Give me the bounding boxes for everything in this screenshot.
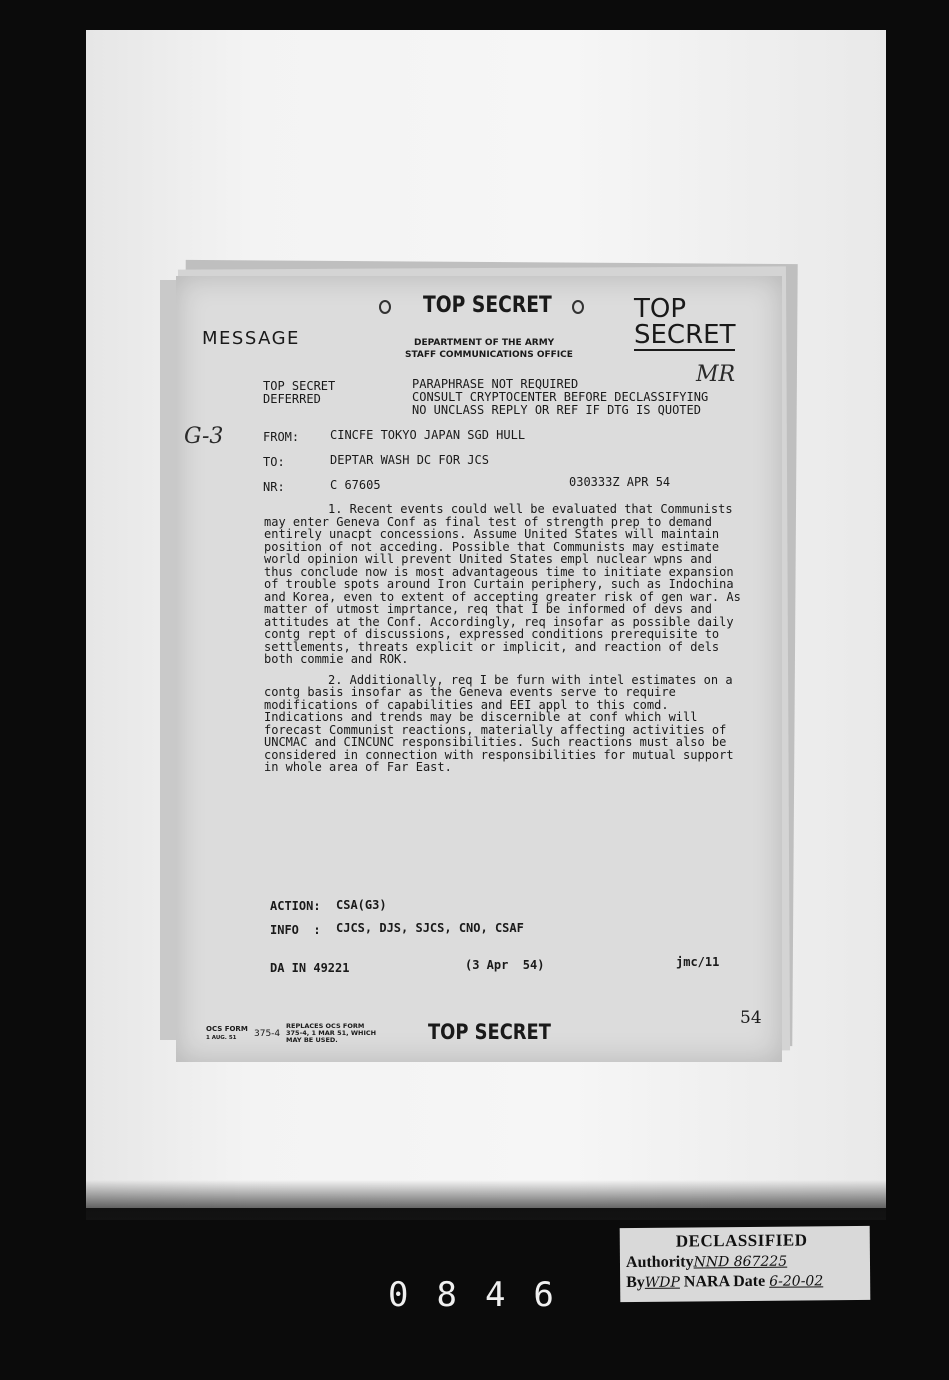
security-line: TOP SECRET — [263, 379, 336, 393]
classification-handwritten-top: TOP — [634, 294, 687, 324]
declassified-stamp — [620, 1226, 871, 1302]
action-label: ACTION: — [270, 899, 321, 913]
classification-stamp-top: TOP SECRET — [423, 293, 552, 318]
form-label: OCS FORM 1 AUG. 51 — [206, 1025, 248, 1041]
info-value: CJCS, DJS, SJCS, CNO, CSAF — [336, 921, 524, 935]
precedence: DEFERRED — [263, 392, 321, 406]
instruction-unclass: NO UNCLASS REPLY OR REF IF DTG IS QUOTED — [412, 403, 701, 417]
info-label: INFO : — [270, 923, 321, 937]
nr-label: NR: — [263, 480, 285, 494]
department-label: DEPARTMENT OF THE ARMY — [414, 338, 555, 348]
page-number: 54 — [740, 1008, 762, 1028]
authority-value: NND 867225 — [693, 1253, 788, 1271]
margin-note: G-3 — [184, 424, 224, 449]
film-edge-shadow — [86, 1180, 886, 1220]
by-line: ByWDP NARA Date 6-20-02 — [626, 1272, 824, 1292]
da-in-number: DA IN 49221 — [270, 961, 350, 975]
handwritten-initials: MR — [696, 362, 736, 387]
nara-date: 6-20-02 — [769, 1273, 824, 1290]
message-sheet — [176, 276, 782, 1062]
declassified-title: DECLASSIFIED — [675, 1230, 808, 1251]
film-frame-number: 0846 — [388, 1275, 582, 1315]
instruction-paraphrase: PARAPHRASE NOT REQUIRED — [412, 377, 579, 391]
body-paragraph-1: 1. Recent events could well be evaluated that Communists may enter Geneva Conf as final test of strength prep to demand entirely unacpt concessions. Assume United States will maintain position of not acceding. Possible that Communists may estimate world opinion will prevent United States empl nuclear wpns and thus conclude now is most advantageous time to initiate expansion of trouble spots around Iron Curtain periphery, such as Indochina and Korea, even to extent of accepting greater risk of gen war. As matter of utmost imprtance, req that I be informed of devs and attitudes at the Conf. Accordingly, req insofar as possible daily contg rept of discussions, expressed conditions prerequisite to settlements, threats explicit or implicit, and reaction of dels both commie and ROK. — [264, 502, 741, 666]
form-number: 375-4 — [254, 1029, 281, 1039]
punch-hole-icon — [379, 300, 391, 314]
by-value: WDP — [644, 1274, 680, 1291]
instruction-cryptocenter: CONSULT CRYPTOCENTER BEFORE DECLASSIFYING — [412, 390, 709, 404]
authority-line: AuthorityNND 867225 — [625, 1253, 788, 1272]
classification-handwritten-secret: SECRET — [634, 320, 736, 350]
classification-stamp-bottom: TOP SECRET — [428, 1020, 551, 1044]
receipt-date: (3 Apr 54) — [465, 958, 545, 972]
typist-initials: jmc/11 — [676, 955, 720, 969]
date-time-group: 030333Z APR 54 — [569, 475, 671, 489]
from-value: CINCFE TOKYO JAPAN SGD HULL — [330, 428, 526, 442]
action-value: CSA(G3) — [336, 898, 387, 912]
body-paragraph-2: 2. Additionally, req I be furn with intel estimates on a contg basis insofar as the Geneva events serve to require modifications of capabilities and EEI appl to this comd. Indications and trends may be discernible at conf which will forecast Communist reactions, materially affecting activities of UNCMAC and CINCUNC responsibilities. Such reactions must also be considered in connection with responsibilities for mutual support in whole area of Far East. — [264, 672, 734, 774]
nr-value: C 67605 — [330, 478, 381, 492]
message-body — [264, 503, 744, 782]
form-replaces-note: REPLACES OCS FORM 375-4, 1 MAR 51, WHICH MAY BE USED. — [286, 1022, 377, 1044]
office-label: STAFF COMMUNICATIONS OFFICE — [405, 350, 573, 360]
form-type-label: MESSAGE — [202, 328, 300, 349]
punch-hole-icon — [572, 300, 584, 314]
to-value: DEPTAR WASH DC FOR JCS — [330, 453, 489, 467]
from-label: FROM: — [263, 430, 300, 444]
to-label: TO: — [263, 455, 285, 469]
